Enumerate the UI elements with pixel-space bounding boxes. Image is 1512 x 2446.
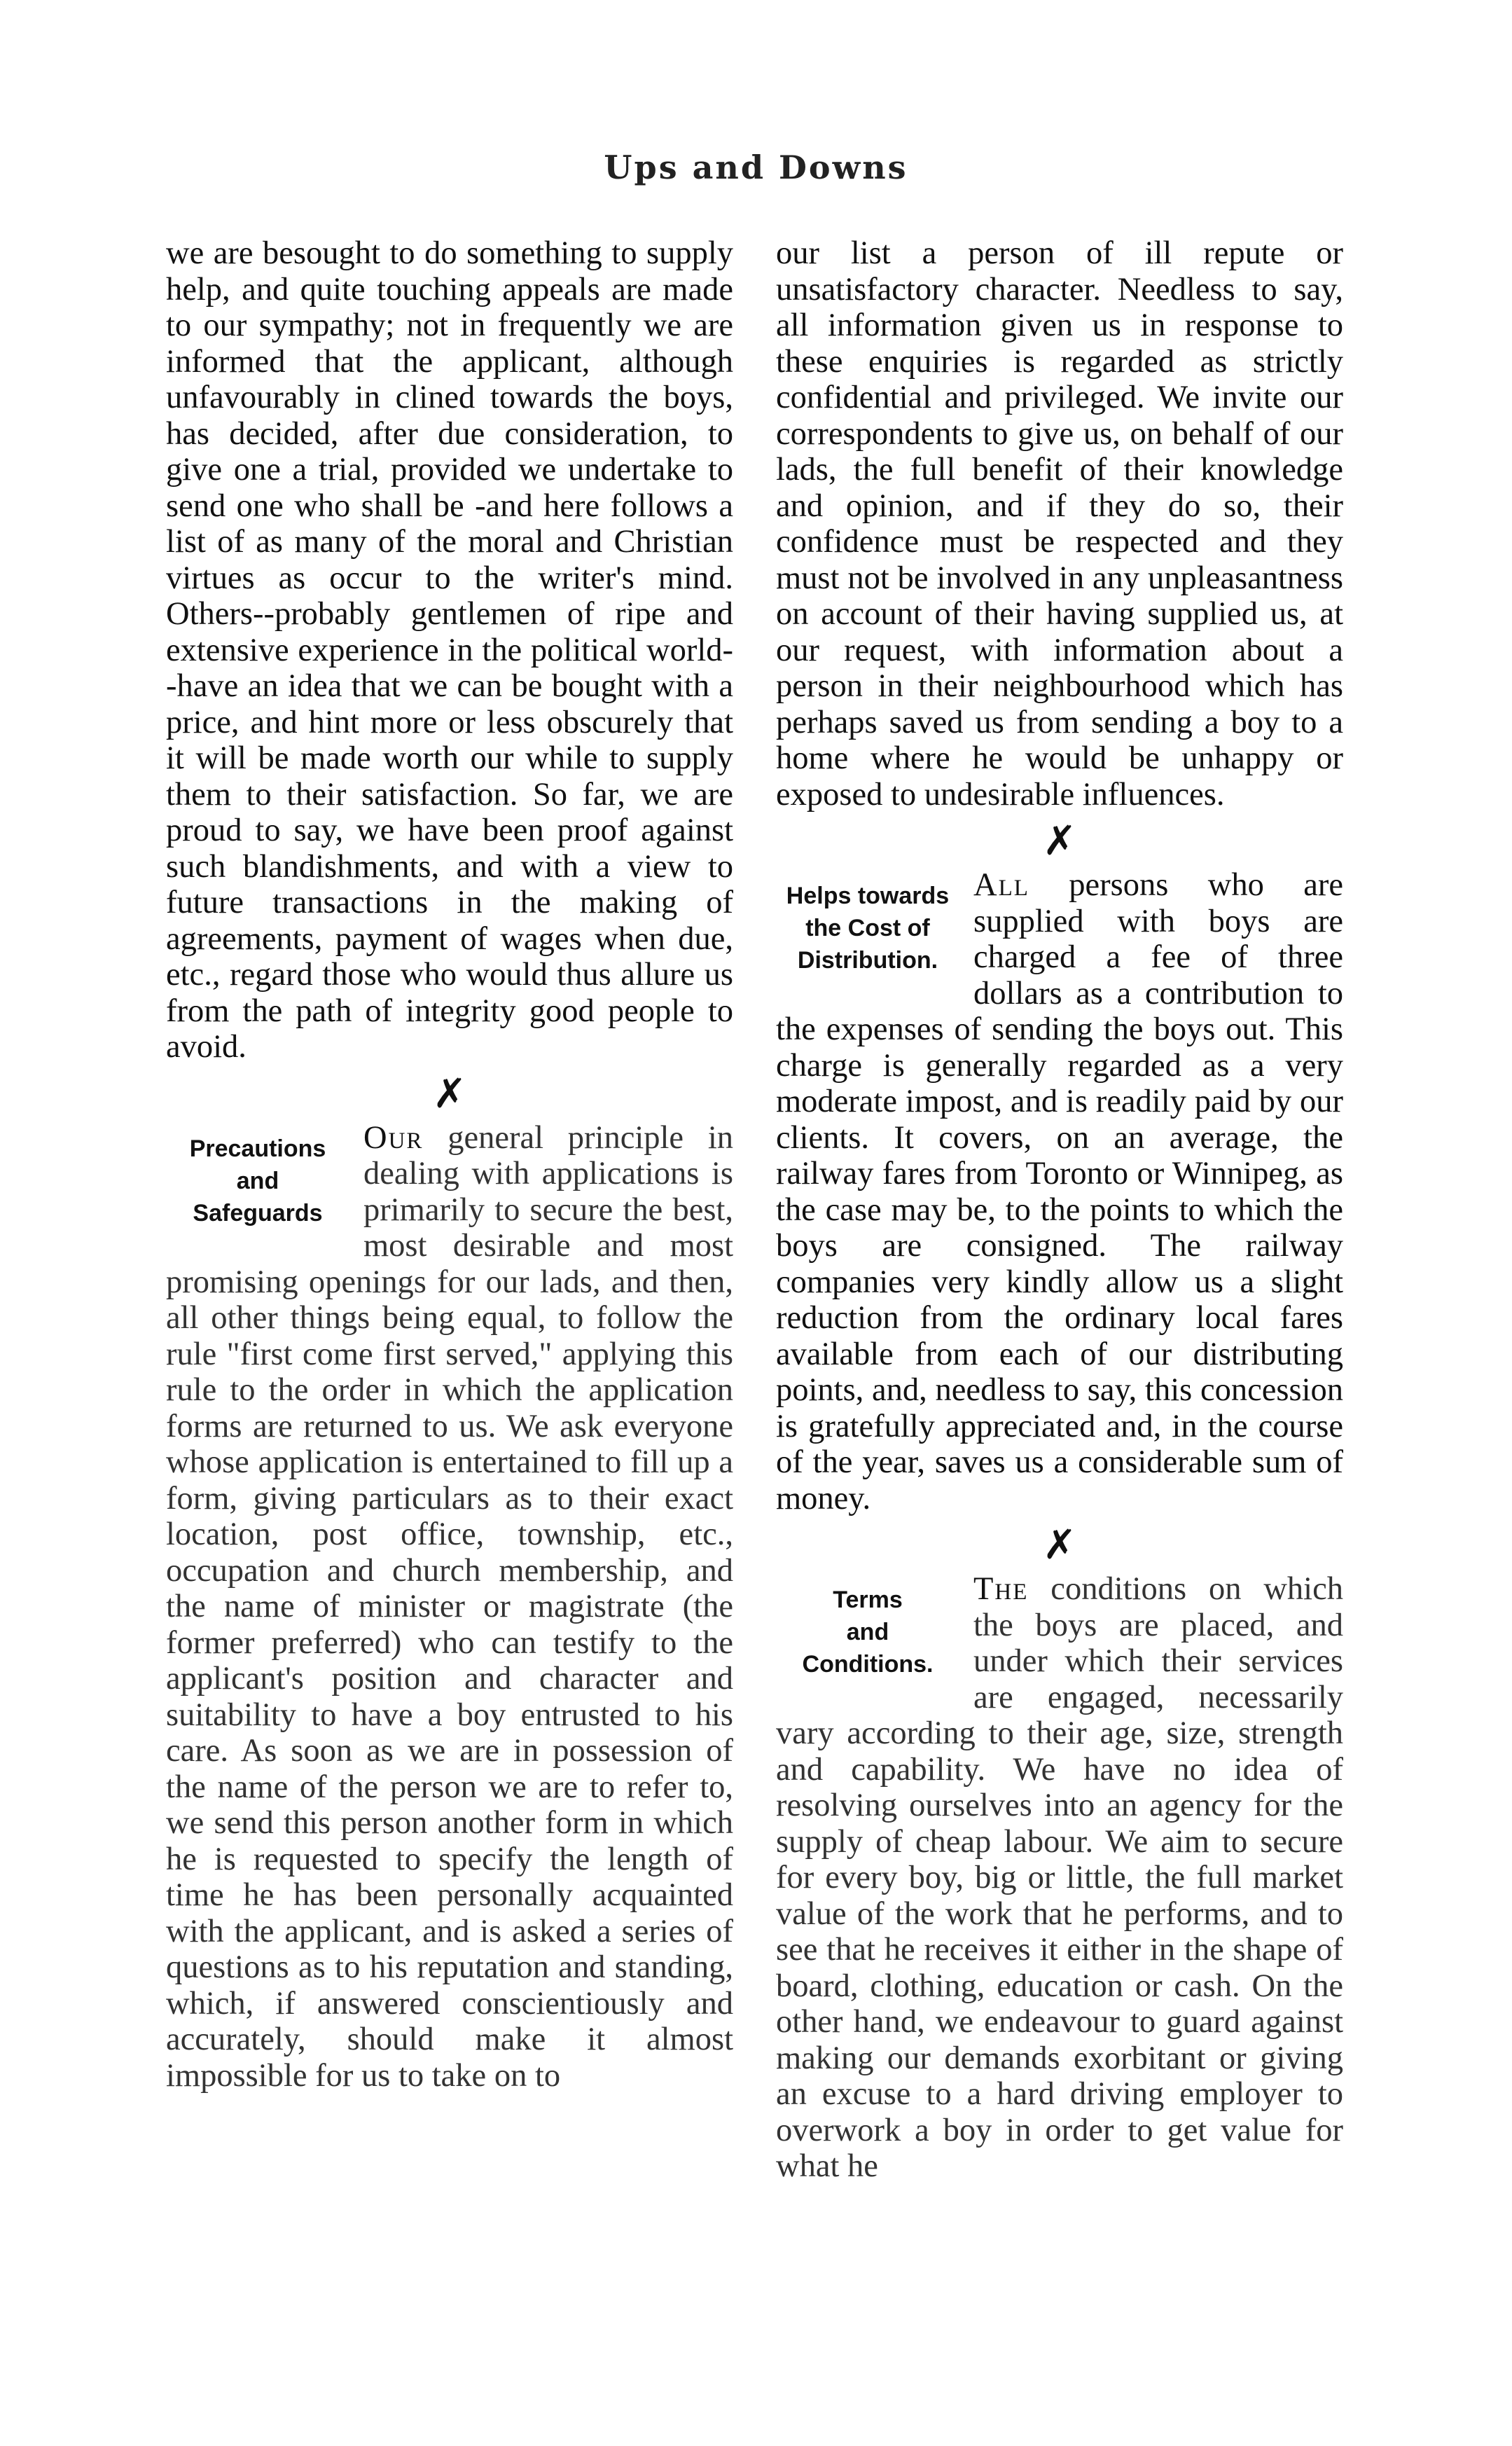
- paragraph-continuation: we are besought to do something to supply help, and quite touching appeals are made to our sympathy; not in frequently we are informed that the applicant, although unfavourably in clined towards the boys, has decided, after due consideration, to give one a trial, provided we undertake to send one who shall be -and here follows a list of as many of the moral and Christian virtues as occur to the writer's mind. Others--probably gentlemen of ripe and extensive experience in the political world--have an idea that we can be bought with a price, and hint more or less obscurely that it will be made worth our while to supply them to their satisfaction. So far, we are proud to say, we have been proof against such blandishments, and with a view to future transactions in the making of agreements, payment of wages when due, etc., regard those who would thus allure us from the path of integrity good people to avoid.: [166, 235, 733, 1065]
- paragraph-precautions: [166, 1120, 733, 2094]
- section-ornament: ✗: [432, 1069, 467, 1117]
- lead-word: The: [973, 1571, 1029, 1607]
- paragraph-terms: [776, 1571, 1343, 2185]
- side-heading-precautions: Precautions and Safeguards: [189, 1135, 326, 1227]
- side-heading-helps: Helps towards the Cost of Distribution.: [786, 883, 950, 974]
- running-header: Ups and Downs: [604, 148, 908, 186]
- section-ornament: ✗: [1042, 1521, 1077, 1568]
- right-column: [776, 235, 1343, 2185]
- left-column: [166, 235, 733, 2094]
- lead-word: Our: [363, 1119, 424, 1156]
- lead-word: All: [973, 867, 1029, 903]
- section-ornament: ✗: [1042, 817, 1077, 864]
- paragraph-continuation: our list a person of ill repute or unsatisfactory character. Needless to say, all information given us in response to these enquiries is regarded as strictly confidential and privileged. We invite our correspondents to give us, on behalf of our lads, the full benefit of their knowledge and opinion, and if they do so, their confidence must be respected and they must not be involved in any unpleasantness on account of their having supplied us, at our request, with information about a person in their neighbourhood which has perhaps saved us from sending a boy to a home where he would be unhappy or exposed to undesirable influences.: [776, 235, 1343, 813]
- paragraph-body: persons who are supplied with boys are charged a fee of three dollars as a contribution to the expenses of sending the boys out. This charge is generally regarded as a very moderate impost, and is readily paid by our clients. It covers, on an average, the railway fares from Toronto or Winnipeg, as the case may be, to the points to which the boys are consigned. The railway companies very kindly allow us a slight reduction from the ordinary local fares available from each of our distributing points, and, needless to say, this concession is gratefully appreciated and, in the course of the year, saves us a considerable sum of money.: [776, 867, 1343, 1516]
- paragraph-body: general principle in dealing with applications is primarily to secure the best, most desirable and most promising openings for our lads, and then, all other things being equal, to follow the rule "first come first served," applying this rule to the order in which the application forms are returned to us. We ask everyone whose application is entertained to fill up a form, giving particulars as to their exact location, post office, township, etc., occupation and church membership, and the name of minister or magistrate (the former preferred) who can testify to the applicant's position and character and suitability to have a boy entrusted to his care. As soon as we are in possession of the name of the person we are to refer to, we send this person another form in which he is requested to specify the length of time he has been personally acquainted with the applicant, and is asked a series of questions as to his reputation and standing, which, if answered conscientiously and accurately, should make it almost impossible for us to take on to: [166, 1119, 733, 2094]
- paragraph-helps: [776, 867, 1343, 1516]
- side-heading-terms: Terms and Conditions.: [802, 1587, 934, 1678]
- paragraph-body: conditions on which the boys are placed, and under which their services are engaged, necessarily vary according to their age, size, strength and capability. We have no idea of resolving ourselves into an agency for the supply of cheap labour. We aim to secure for every boy, big or little, the full market value of the work that he performs, and to see that he receives it either in the shape of board, clothing, education or cash. On the other hand, we endeavour to guard against making our demands exorbitant or giving an excuse to a hard driving employer to overwork a boy in order to get value for what he: [776, 1571, 1343, 2184]
